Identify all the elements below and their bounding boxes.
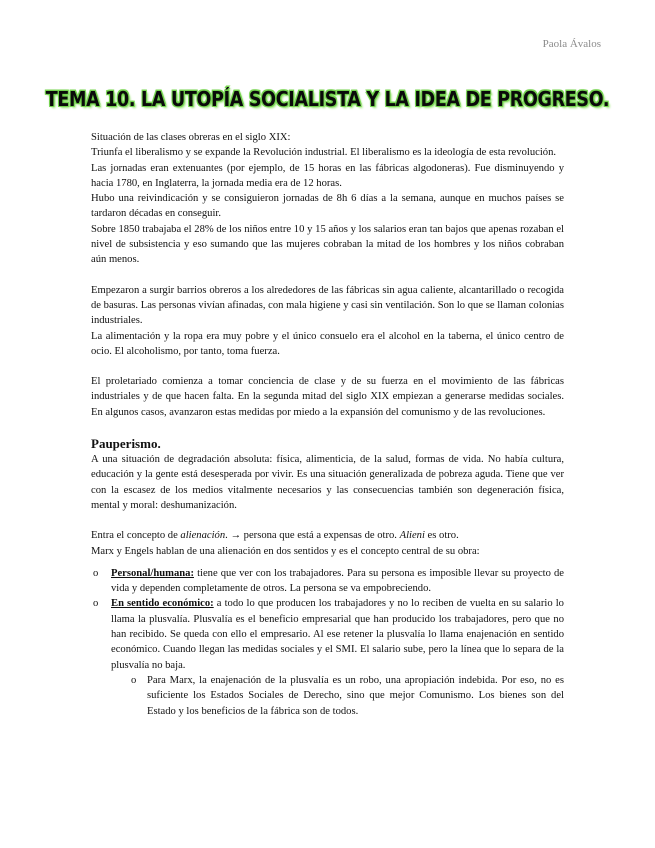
paragraph: A una situación de degradación absoluta: física, alimenticia, de la salud, formas de vida. No había cultura, educación y la gente está desesperada por vivir. Es una situación generalizada de pobreza aguda. Tiene que ver con la escasez de los medios vitalmente necesarios y las consecuencias también son degeneración física, mental y moral: deshumanización. xyxy=(91,454,564,511)
text-run: . → persona que está a expensas de otro. xyxy=(225,530,400,542)
list-item-title: En sentido económico: xyxy=(111,598,214,610)
paragraph: Situación de las clases obreras en el siglo XIX: xyxy=(91,132,291,143)
text-run: Entra el concepto de xyxy=(91,530,181,542)
emphasis: Alieni xyxy=(399,530,425,542)
author-header: Paola Ávalos xyxy=(542,38,601,50)
text-run: La alimentación y la ropa era muy pobre y el único consuelo era el alcohol xyxy=(91,330,421,342)
paragraph: Triunfa el liberalismo y se expande la Revolución industrial. El liberalismo es la ideología de esta revolución. xyxy=(91,147,557,159)
list-item xyxy=(91,596,564,718)
text-run: es otro. xyxy=(424,530,459,542)
sub-bullet-list xyxy=(111,673,564,719)
list-item-title: Personal/humana: xyxy=(111,567,194,579)
paragraph: El proletariado comienza a tomar conciencia de clase y de su fuerza en el movimiento de las fábricas industriales y de que hacen falta. En la segunda mitad del siglo XIX empiezan a generarse medidas sociales. En algunos casos, avanzaron estas medidas por miedo a la expansión del comunismo y de las revoluciones. xyxy=(91,376,564,418)
paragraph: Las jornadas eran extenuantes (por ejemplo, de 15 horas en las fábricas algodoneras). Fue disminuyendo y hacia 1780, en Inglaterra, la jornada media era de 12 horas. xyxy=(91,162,564,189)
text-run: en la taberna, el único centro de ocio. El alcoholismo, por tanto, toma fuerza. xyxy=(91,330,564,357)
paragraph: Marx y Engels hablan de una alienación en dos sentidos y es el concepto central de su obra: xyxy=(91,545,480,557)
list-item xyxy=(91,566,564,597)
paragraph: Sobre 1850 trabajaba el 28% de los niños entre 10 y 15 años y los salarios eran tan bajos que apenas rozaban el nivel de subsistencia y eso sumando que las mujeres cobraban la mitad de los hombres y los niños cobraban aún menos. xyxy=(91,223,564,266)
document-body xyxy=(91,130,564,719)
list-item-text: a todo lo que producen los trabajadores y no lo reciben de vuelta en su salario lo llama la plusvalía. Plusvalía es el beneficio empresarial que han producido los trabajadores, pero que no han recibido. Se queda con ello el empresario. Al ese retener la plusvalía lo llama enajenación en sentido económico. Cuando llegan las medidas sociales y el SMI. El salario sube, pero la línea que lo separa de la plusvalía no baja. xyxy=(111,598,564,671)
list-item-text: tiene que ver con los trabajadores. Para su persona es imposible llevar su proyecto de vida y dependen completamente de otros. La persona se va empobreciendo. xyxy=(111,567,564,595)
document-title: TEMA 10. LA UTOPÍA SOCIALISTA Y LA IDEA DE PROGRESO. xyxy=(45,88,610,112)
section-heading: Pauperismo. xyxy=(91,436,161,452)
bullet-list xyxy=(91,566,564,719)
emphasis: alienación xyxy=(180,530,226,542)
paragraph: Hubo una reivindicación y se consiguieron jornadas de 8h 6 días a la semana, aunque en muchos países se tardaron décadas en conseguir. xyxy=(91,193,564,220)
paragraph: Empezaron a surgir barrios obreros a los alrededores de las fábricas sin agua caliente, alcantarillado o recogida de basuras. Las personas vivían afinadas, con mala higiene y casi sin ventilación. Son lo que se llaman colonias industriales. xyxy=(91,284,564,327)
paragraph xyxy=(91,329,564,360)
paragraph xyxy=(91,528,564,543)
sub-list-item: o Para Marx, la enajenación de la plusvalía es un robo, una apropiación indebida. Por eso, no es suficiente los Estados Sociales de Derecho, sino que mejor Comunismo. Los bienes son del Estado y los beneficios de la fábrica son de todos. xyxy=(131,673,564,719)
